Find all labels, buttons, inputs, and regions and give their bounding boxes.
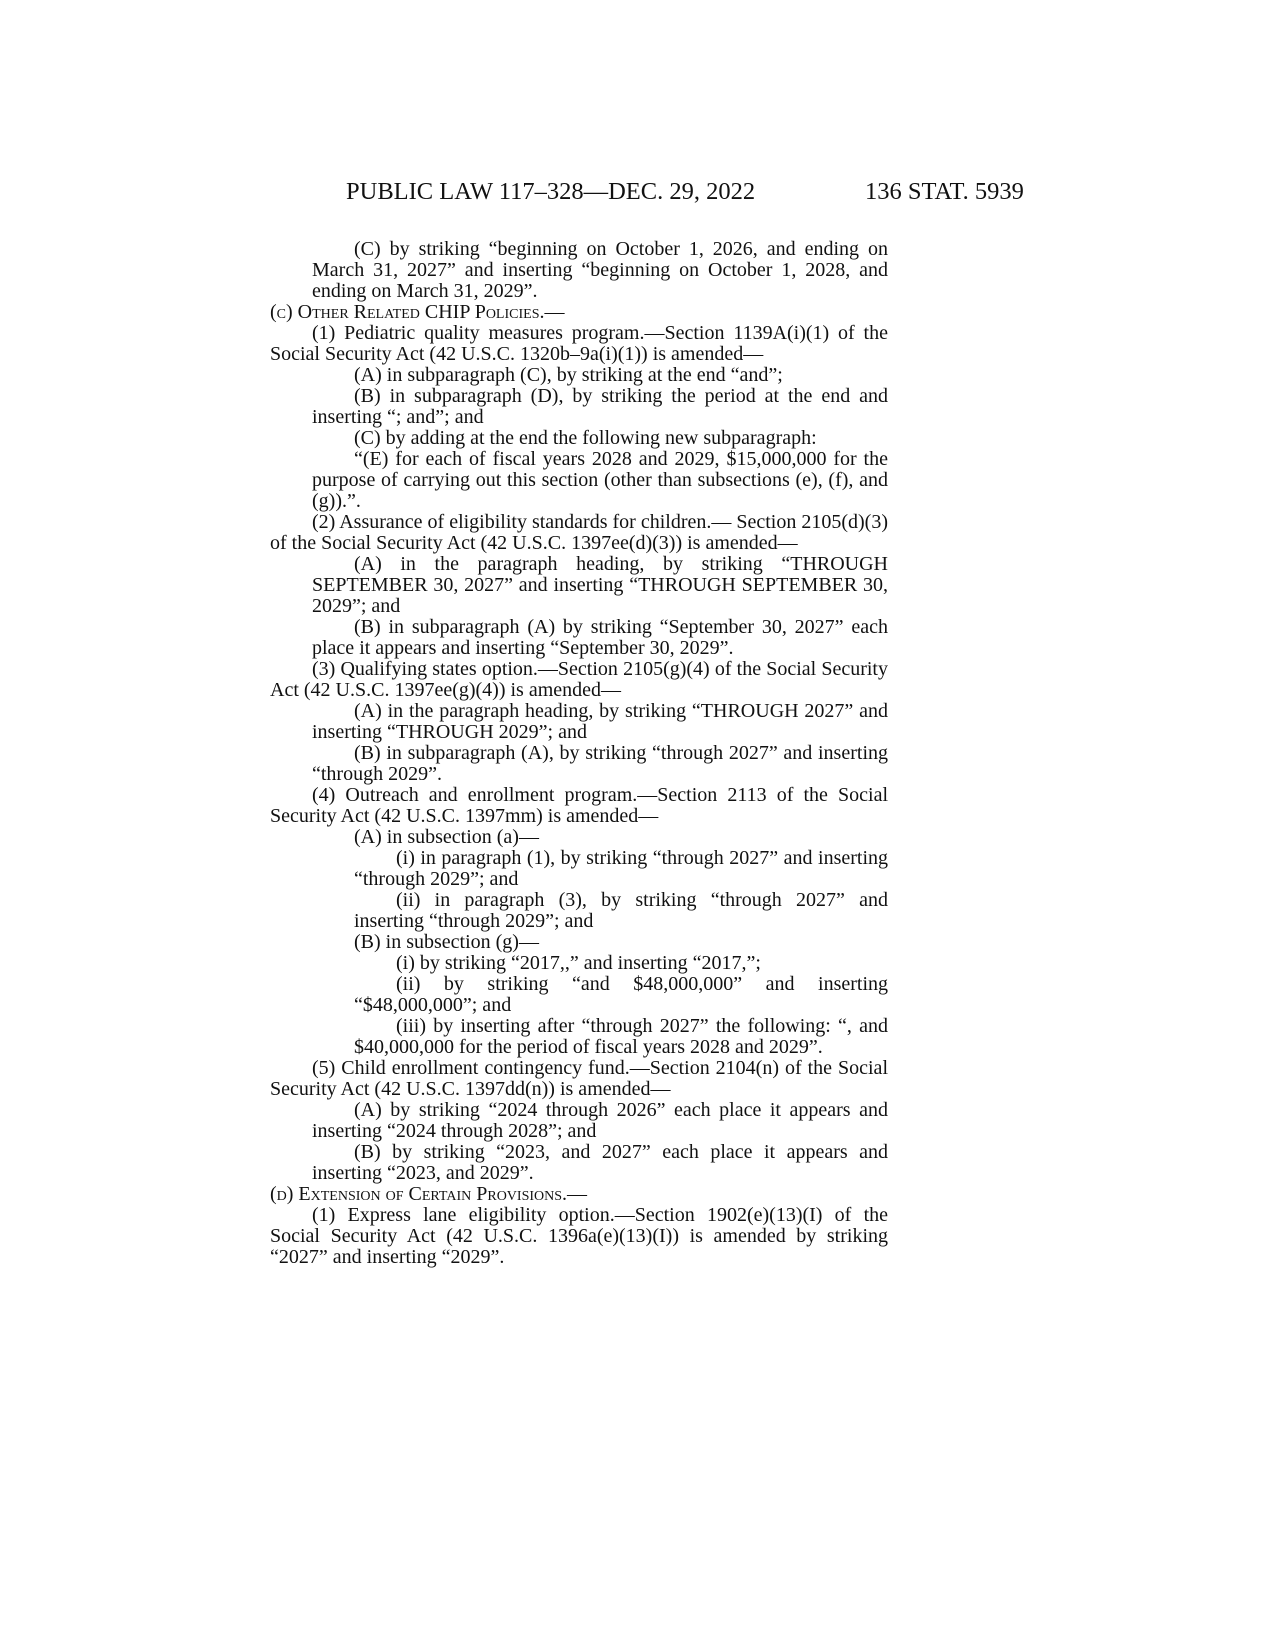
paragraph-c-3-A: (A) in the paragraph heading, by striking “THROUGH 2027” and inserting “THROUGH 2029”; and <box>312 700 888 743</box>
paragraph-c-2: (2) Assurance of eligibility standards for children.— Section 2105(d)(3) of the Social Security Act (42 U.S.C. 1397ee(d)(3)) is amended— <box>270 511 888 554</box>
paragraph-d-1: (1) Express lane eligibility option.—Section 1902(e)(13)(I) of the Social Security Act (42 U.S.C. 1396a(e)(13)(I)) is amended by striking “2027” and inserting “2029”. <box>270 1204 888 1268</box>
paragraph-c-4-A: (A) in subsection (a)— <box>354 826 539 848</box>
paragraph-c-4-B: (B) in subsection (g)— <box>354 931 539 953</box>
paragraph-c-2-A: (A) in the paragraph heading, by striking “THROUGH SEPTEMBER 30, 2027” and inserting “THROUGH SEPTEMBER 30, 2029”; and <box>312 553 888 617</box>
paragraph-c-4-B-i: (i) by striking “2017,,” and inserting “2017,”; <box>396 952 761 974</box>
paragraph-c-1-A: (A) in subparagraph (C), by striking at the end “and”; <box>354 364 783 386</box>
paragraph-c-4: (4) Outreach and enrollment program.—Section 2113 of the Social Security Act (42 U.S.C. 1397mm) is amended— <box>270 784 888 827</box>
paragraph-c-3-B: (B) in subparagraph (A), by striking “through 2027” and inserting “through 2029”. <box>312 742 888 785</box>
section-d-heading: (d) Extension of Certain Provisions.— <box>270 1183 588 1205</box>
page-header <box>0 178 1275 218</box>
paragraph-c-5-A: (A) by striking “2024 through 2026” each place it appears and inserting “2024 through 2028”; and <box>312 1099 888 1142</box>
paragraph-quoted-E: “(E) for each of fiscal years 2028 and 2029, $15,000,000 for the purpose of carrying out this section (other than subsections (e), (f), and (g)).”. <box>312 448 888 512</box>
paragraph-c-4-B-iii: (iii) by inserting after “through 2027” the following: “, and $40,000,000 for the period of fiscal years 2028 and 2029”. <box>354 1015 888 1058</box>
paragraph-c-2-B: (B) in subparagraph (A) by striking “September 30, 2027” each place it appears and inserting “September 30, 2029”. <box>312 616 888 659</box>
section-c-heading: (c) Other Related CHIP Policies.— <box>270 301 565 323</box>
stat-page-number: 136 STAT. 5939 <box>865 178 1024 205</box>
paragraph-c-1: (1) Pediatric quality measures program.—Section 1139A(i)(1) of the Social Security Act (42 U.S.C. 1320b–9a(i)(1)) is amended— <box>270 322 888 365</box>
paragraph-c-4-B-ii: (ii) by striking “and $48,000,000” and inserting “$48,000,000”; and <box>354 973 888 1016</box>
document-body <box>270 239 888 1268</box>
paragraph-c-C: (C) by striking “beginning on October 1, 2026, and ending on March 31, 2027” and inserting “beginning on October 1, 2028, and ending on March 31, 2029”. <box>312 238 888 302</box>
paragraph-c-1-C: (C) by adding at the end the following new subparagraph: <box>354 427 817 449</box>
paragraph-c-4-A-ii: (ii) in paragraph (3), by striking “through 2027” and inserting “through 2029”; and <box>354 889 888 932</box>
paragraph-c-5-B: (B) by striking “2023, and 2027” each place it appears and inserting “2023, and 2029”. <box>312 1141 888 1184</box>
paragraph-c-5: (5) Child enrollment contingency fund.—Section 2104(n) of the Social Security Act (42 U.S.C. 1397dd(n)) is amended— <box>270 1057 888 1100</box>
paragraph-c-4-A-i: (i) in paragraph (1), by striking “through 2027” and inserting “through 2029”; and <box>354 847 888 890</box>
paragraph-c-3: (3) Qualifying states option.—Section 2105(g)(4) of the Social Security Act (42 U.S.C. 1397ee(g)(4)) is amended— <box>270 658 888 701</box>
running-title: PUBLIC LAW 117–328—DEC. 29, 2022 <box>346 178 756 205</box>
paragraph-c-1-B: (B) in subparagraph (D), by striking the period at the end and inserting “; and”; and <box>312 385 888 428</box>
